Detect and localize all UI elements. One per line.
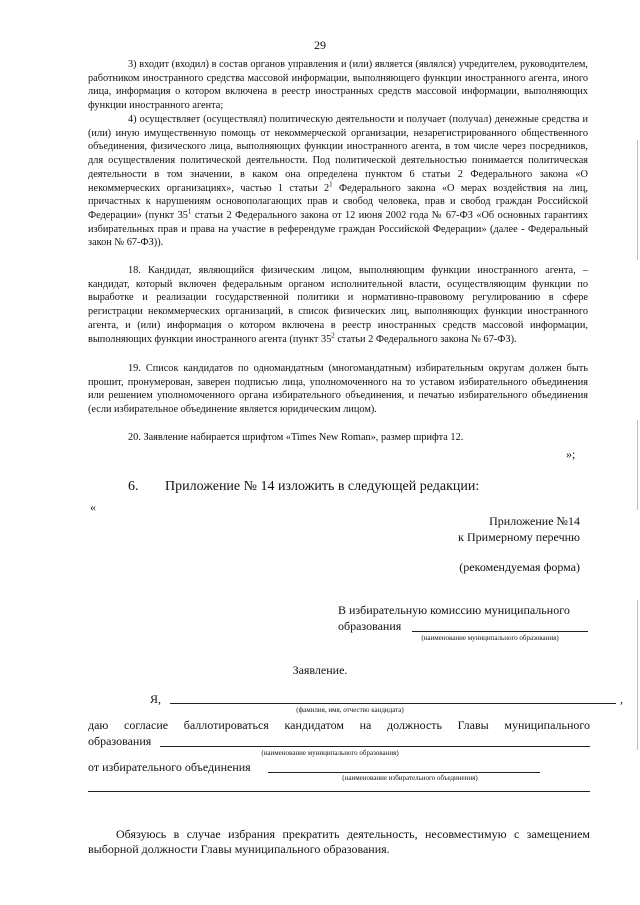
scan-edge-mark	[637, 420, 638, 510]
fio-comma: ,	[620, 692, 623, 706]
page-number: 29	[314, 38, 326, 52]
association-fill-line	[268, 772, 540, 773]
item-19-paragraph: 19. Список кандидатов по одномандатным (многомандатным) избирательным округам должен быть прошит, пронумерован, заверен подписью лица, уполномоченного на то уставом избирательного объединения или решением уполномоченного органа избирательного объединения, и печатью избирательного объединения (если избирательное объединение является юридическим лицом).	[88, 363, 588, 416]
from-association-label: от избирательного объединения	[88, 760, 251, 774]
appendix-title: Приложение №14	[489, 514, 580, 528]
hint-fio: (фамилия, имя, отчество кандидата)	[296, 706, 404, 714]
municipality-fill-line-2	[160, 746, 590, 747]
municipality-fill-line	[412, 631, 588, 632]
opening-quote: «	[90, 500, 96, 514]
item-4-text-c: статьи 2 Федерального закона от 12 июня 2002 года № 67-ФЗ «Об основных гарантиях избирательных прав и права на участие в референдуме граждан Российской Федерации» (далее - Федеральный закон № 67-ФЗ)).	[88, 209, 589, 249]
item-4-sup-2: 1	[187, 207, 192, 216]
closing-quote: »;	[566, 447, 576, 461]
item-20-paragraph: 20. Заявление набирается шрифтом «Times New Roman», размер шрифта 12.	[128, 432, 464, 443]
recommended-form-note: (рекомендуемая форма)	[459, 560, 580, 574]
association-fill-line-2	[88, 791, 590, 792]
consent-text: даю согласие баллотироваться кандидатом на должность Главы муниципального	[88, 718, 590, 732]
item-6-text: Приложение № 14 изложить в следующей редакции:	[165, 479, 480, 494]
scan-edge-mark	[637, 600, 638, 750]
item-18-text-b: статьи 2 Федерального закона № 67-ФЗ).	[334, 333, 517, 345]
addressee-line-2: образования	[338, 619, 402, 633]
addressee-line-1: В избирательную комиссию муниципального	[338, 603, 570, 617]
item-3-paragraph: 3) входит (входил) в состав органов управления и (или) является (являлся) учредителем, руководителем, работником иностранного средства массовой информации, выполняющего функции иностранного агента, иного лица, информация о котором включена в реестр иностранных средств массовой информации, выполняющих функции иностранного агента;	[88, 59, 588, 112]
hint-municipality: (наименование муниципального образования)	[421, 634, 559, 642]
item-18-text-a: 18. Кандидат, являющийся физическим лицом, выполняющим функции иностранного агента, – кандидат, который включен федеральным органом исполнительной власти, осуществляющим функции по выработке и реализации государственной политики и нормативно-правовому регулированию в сфере регистрации некоммерческих организаций, в список физических лиц, выполняющих функции иностранного агента, и (или) информация о котором включена в реестр иностранных средств массовой информации, выполняющих функции иностранного агента (пункт 35	[88, 265, 588, 345]
item-4-text-a: 4) осуществляет (осуществлял) политическую деятельности и получает (получал) денежные средства и (или) иную имущественную помощь от некоммерческой организации, незарегистрированного общественного объединения, физического лица, выполняющих функции иностранного агента, в том числе через посредников, для осуществления политической деятельности. Под политической деятельностью понимается политическая деятельности в том значении, в каком она определена пунктом 6 статьи 2 Федерального закона «О некоммерческих организациях», частью 1 статьи 2	[88, 114, 588, 194]
hint-municipality-2: (наименование муниципального образования)	[261, 749, 399, 757]
ya-label: Я,	[150, 692, 162, 706]
statement-heading: Заявление.	[292, 663, 348, 677]
item-4-sup-1: 1	[329, 180, 333, 189]
obr-label: образования	[88, 734, 152, 748]
fio-fill-line	[170, 703, 616, 704]
item-18-paragraph	[88, 264, 588, 346]
item-6-number: 6.	[128, 479, 139, 494]
commitment-text: Обязуюсь в случае избрания прекратить деятельность, несовместимую с замещением выборной должности Главы муниципального образования.	[88, 827, 590, 856]
item-4-text-b: Федерального закона «О мерах воздействия на лиц, причастных к нарушениям основополагающих прав и свобод человека, прав и свобод граждан Российской Федерации» (пункт 35	[88, 182, 589, 221]
item-4-paragraph	[88, 113, 588, 250]
scan-edge-mark	[637, 140, 638, 260]
item-18-sup: 2	[331, 331, 335, 340]
appendix-reference: к Примерному перечню	[458, 530, 580, 544]
hint-association: (наименование избирательного объединения)	[342, 774, 478, 782]
